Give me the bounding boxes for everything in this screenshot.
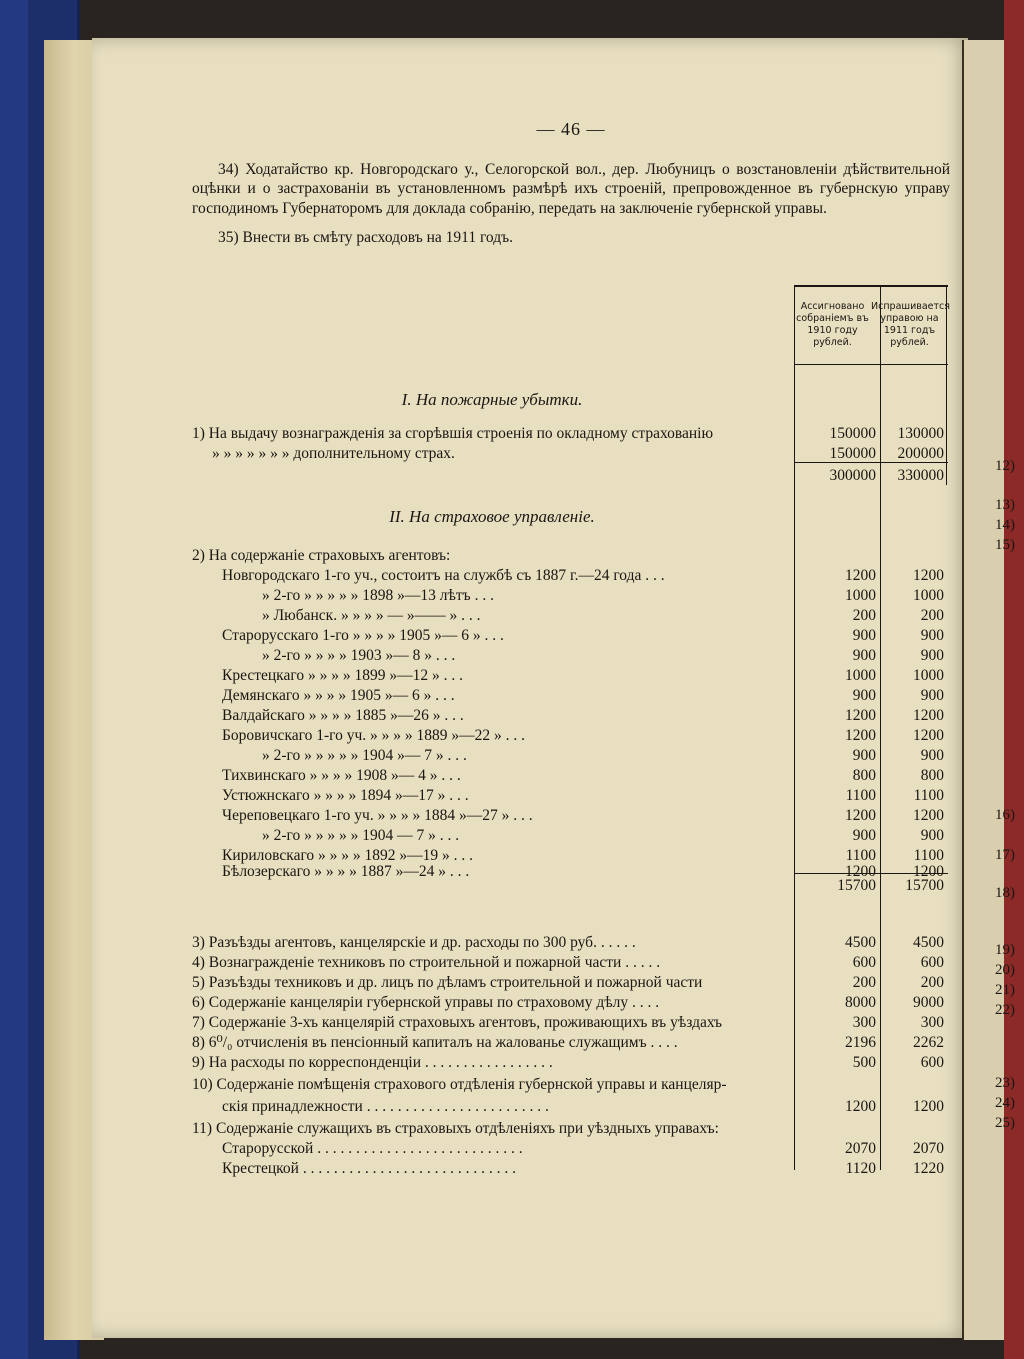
row-label: Валдайскаго » » » » 1885 »—26 » . . . <box>222 707 464 724</box>
table-row <box>192 1033 950 1053</box>
value-1911: 1200 <box>913 807 944 824</box>
table-row <box>192 646 950 666</box>
value-1911: 4500 <box>913 934 944 951</box>
value-1910: 1200 <box>845 863 876 880</box>
row-label: 9) На расходы по корреспонденціи . . . . . . . . . . . . . . . . . <box>192 1054 553 1071</box>
value-1910: 4500 <box>845 934 876 951</box>
page-content <box>192 120 950 248</box>
row-label: Крестецкаго » » » » 1899 »—12 » . . . <box>222 667 463 684</box>
value-1910: 1200 <box>845 727 876 744</box>
value-1911: 1220 <box>913 1160 944 1177</box>
facing-item-number: 18) <box>995 885 1015 901</box>
value-1911: 200000 <box>897 445 944 462</box>
col2-header: Испрашивается управою на 1911 годъ рублей. <box>871 301 950 348</box>
table-row <box>192 766 950 786</box>
value-1911: 900 <box>920 827 944 844</box>
value-1911: 2070 <box>913 1140 944 1157</box>
row-label: 3) Разъѣзды агентовъ, канцелярскіе и др. расходы по 300 руб. . . . . . <box>192 934 636 951</box>
value-1910: 800 <box>852 767 876 784</box>
value-1910: 15700 <box>837 877 876 894</box>
value-1911: 1000 <box>913 587 944 604</box>
table-row <box>192 876 950 896</box>
facing-item-number: 25) <box>995 1115 1015 1131</box>
value-1911: 600 <box>920 1054 944 1071</box>
value-1911: 15700 <box>905 877 944 894</box>
row-label: » 2-го » » » » 1903 »— 8 » . . . <box>262 647 456 664</box>
value-1910: 200 <box>852 607 876 624</box>
value-1910: 8000 <box>845 994 876 1011</box>
section-1-title: I. На пожарные убытки. <box>401 390 583 409</box>
value-1911: 130000 <box>897 425 944 442</box>
table-row <box>192 686 950 706</box>
row-label: Череповецкаго 1-го уч. » » » » 1884 »—27 » . . . <box>222 807 533 824</box>
value-1911: 1200 <box>913 727 944 744</box>
row-label: » Любанск. » » » » — »—— » . . . <box>262 607 481 624</box>
table-row <box>192 1097 950 1117</box>
row-label: Демянскаго » » » » 1905 »— 6 » . . . <box>222 687 455 704</box>
binding-stripe <box>0 0 28 1359</box>
value-1910: 2070 <box>845 1140 876 1157</box>
facing-item-number: 15) <box>995 537 1015 553</box>
table-row <box>192 1119 950 1139</box>
value-1911: 900 <box>920 627 944 644</box>
value-1910: 1100 <box>845 847 876 864</box>
value-1910: 1200 <box>845 567 876 584</box>
value-1910: 900 <box>852 627 876 644</box>
value-1911: 200 <box>920 974 944 991</box>
table-row <box>192 666 950 686</box>
value-1910: 1200 <box>845 1098 876 1115</box>
row-label: » 2-го » » » » » 1898 »—13 лѣтъ . . . <box>262 587 494 604</box>
row-label: Боровичскаго 1-го уч. » » » » 1889 »—22 » . . . <box>222 727 526 744</box>
row-label: » 2-го » » » » » 1904 — 7 » . . . <box>262 827 460 844</box>
value-1911: 900 <box>920 687 944 704</box>
value-1911: 330000 <box>897 467 944 484</box>
row-label: 4) Вознагражденіе техниковъ по строительной и пожарной части . . . . . <box>192 954 661 971</box>
table-row <box>192 546 950 566</box>
table-row <box>192 424 950 444</box>
row-label: » » » » » » » дополнительному страх. <box>212 445 455 462</box>
row-label: 10) Содержаніе помѣщенія страхового отдѣленія губернской управы и канцеляр- <box>192 1076 727 1093</box>
row-label: 11) Содержаніе служащихъ въ страховыхъ отдѣленіяхъ при уѣздныхъ управахъ: <box>192 1120 719 1137</box>
value-1911: 1100 <box>913 847 944 864</box>
table-row <box>192 933 950 953</box>
value-1910: 2196 <box>845 1034 876 1051</box>
facing-item-number: 20) <box>995 962 1015 978</box>
col1-header: Ассигновано собраніемъ въ 1910 году рублей. <box>796 301 869 348</box>
value-1910: 1200 <box>845 707 876 724</box>
table-row <box>192 586 950 606</box>
value-1910: 1000 <box>845 667 876 684</box>
row-label: 6) Содержаніе канцеляріи губернской управы по страховому дѣлу . . . . <box>192 994 660 1011</box>
table-row <box>192 1159 950 1179</box>
table-row <box>192 993 950 1013</box>
facing-item-number: 12) <box>995 458 1015 474</box>
value-1910: 300 <box>852 1014 876 1031</box>
table-row <box>192 466 950 486</box>
row-label: 8) 6⁰/₀ отчисленія въ пенсіонный капиталъ на жалованье служащимъ . . . . <box>192 1034 678 1051</box>
value-1910: 300000 <box>829 467 876 484</box>
facing-item-number: 24) <box>995 1095 1015 1111</box>
row-label: Тихвинскаго » » » » 1908 »— 4 » . . . <box>222 767 461 784</box>
facing-item-number: 14) <box>995 517 1015 533</box>
value-1911: 1200 <box>913 863 944 880</box>
section-2-title: II. На страховое управленіе. <box>389 507 595 526</box>
value-1911: 900 <box>920 647 944 664</box>
value-1911: 600 <box>920 954 944 971</box>
value-1910: 150000 <box>829 445 876 462</box>
row-label: Кириловскаго » » » » 1892 »—19 » . . . <box>222 847 474 864</box>
row-label: Крестецкой . . . . . . . . . . . . . . . . . . . . . . . . . . . . <box>222 1160 516 1177</box>
table-row <box>192 1053 950 1073</box>
row-label: Старорусскаго 1-го » » » » 1905 »— 6 » . . . <box>222 627 504 644</box>
value-1911: 9000 <box>913 994 944 1011</box>
value-1910: 1200 <box>845 807 876 824</box>
facing-item-number: 16) <box>995 807 1015 823</box>
paragraph-34: 34) Ходатайство кр. Новгородскаго у., Селогорской вол., дер. Любуницъ о возстановленіи дѣйствительной оцѣнки и о застрахованіи въ установленномъ размѣрѣ ихъ строеній, препровожденное въ губернскую управу господиномъ Губернаторомъ для доклада собранію, передать на заключеніе губернской управы. <box>192 160 950 217</box>
facing-item-number: 23) <box>995 1075 1015 1091</box>
row-label: 1) На выдачу вознагражденія за сгорѣвшія строенія по окладному страхованію <box>192 425 714 442</box>
table-row <box>192 746 950 766</box>
table-row <box>192 826 950 846</box>
row-label: 2) На содержаніе страховыхъ агентовъ: <box>192 547 451 564</box>
row-label: » 2-го » » » » » 1904 »— 7 » . . . <box>262 747 467 764</box>
table-row <box>192 973 950 993</box>
value-1911: 200 <box>920 607 944 624</box>
paragraph-35: 35) Внести въ смѣту расходовъ на 1911 годъ. <box>218 229 514 246</box>
table-row <box>192 444 950 464</box>
value-1911: 900 <box>920 747 944 764</box>
page-number: — 46 — <box>536 119 606 139</box>
row-label: скія принадлежности . . . . . . . . . . . . . . . . . . . . . . . . <box>222 1098 549 1115</box>
table-row <box>192 606 950 626</box>
value-1911: 1000 <box>913 667 944 684</box>
value-1910: 900 <box>852 647 876 664</box>
row-label: Бѣлозерскаго » » » » 1887 »—24 » . . . <box>222 863 470 880</box>
value-1911: 1100 <box>913 787 944 804</box>
value-1910: 600 <box>852 954 876 971</box>
value-1911: 800 <box>920 767 944 784</box>
value-1911: 1200 <box>913 567 944 584</box>
value-1910: 150000 <box>829 425 876 442</box>
table-row <box>192 953 950 973</box>
row-label: Устюжнскаго » » » » 1894 »—17 » . . . <box>222 787 469 804</box>
value-1911: 1200 <box>913 707 944 724</box>
table-row <box>192 1139 950 1159</box>
row-label: Старорусской . . . . . . . . . . . . . . . . . . . . . . . . . . . <box>222 1140 523 1157</box>
table-row <box>192 806 950 826</box>
row-label: 5) Разъѣзды техниковъ и др. лицъ по дѣламъ строительной и пожарной части <box>192 974 703 991</box>
table-row <box>192 726 950 746</box>
value-1910: 1100 <box>845 787 876 804</box>
row-label: Новгородскаго 1-го уч., состоитъ на службѣ съ 1887 г.—24 года . . . <box>222 567 665 584</box>
value-1911: 2262 <box>913 1034 944 1051</box>
value-1911: 1200 <box>913 1098 944 1115</box>
facing-item-number: 13) <box>995 497 1015 513</box>
table-row <box>192 566 950 586</box>
value-1910: 900 <box>852 747 876 764</box>
value-1911: 300 <box>920 1014 944 1031</box>
table-row <box>192 786 950 806</box>
table-row <box>192 1013 950 1033</box>
value-1910: 1000 <box>845 587 876 604</box>
facing-item-number: 19) <box>995 942 1015 958</box>
facing-item-number: 17) <box>995 847 1015 863</box>
value-1910: 500 <box>852 1054 876 1071</box>
value-1910: 900 <box>852 687 876 704</box>
table-row <box>192 706 950 726</box>
table-row <box>192 626 950 646</box>
value-1910: 900 <box>852 827 876 844</box>
value-1910: 200 <box>852 974 876 991</box>
facing-item-number: 21) <box>995 982 1015 998</box>
facing-item-number: 22) <box>995 1002 1015 1018</box>
facing-cover <box>1004 0 1024 1359</box>
row-label: 7) Содержаніе 3-хъ канцелярій страховыхъ агентовъ, проживающихъ въ уѣздахъ <box>192 1014 723 1031</box>
table-row <box>192 1075 950 1095</box>
value-1910: 1120 <box>845 1160 876 1177</box>
